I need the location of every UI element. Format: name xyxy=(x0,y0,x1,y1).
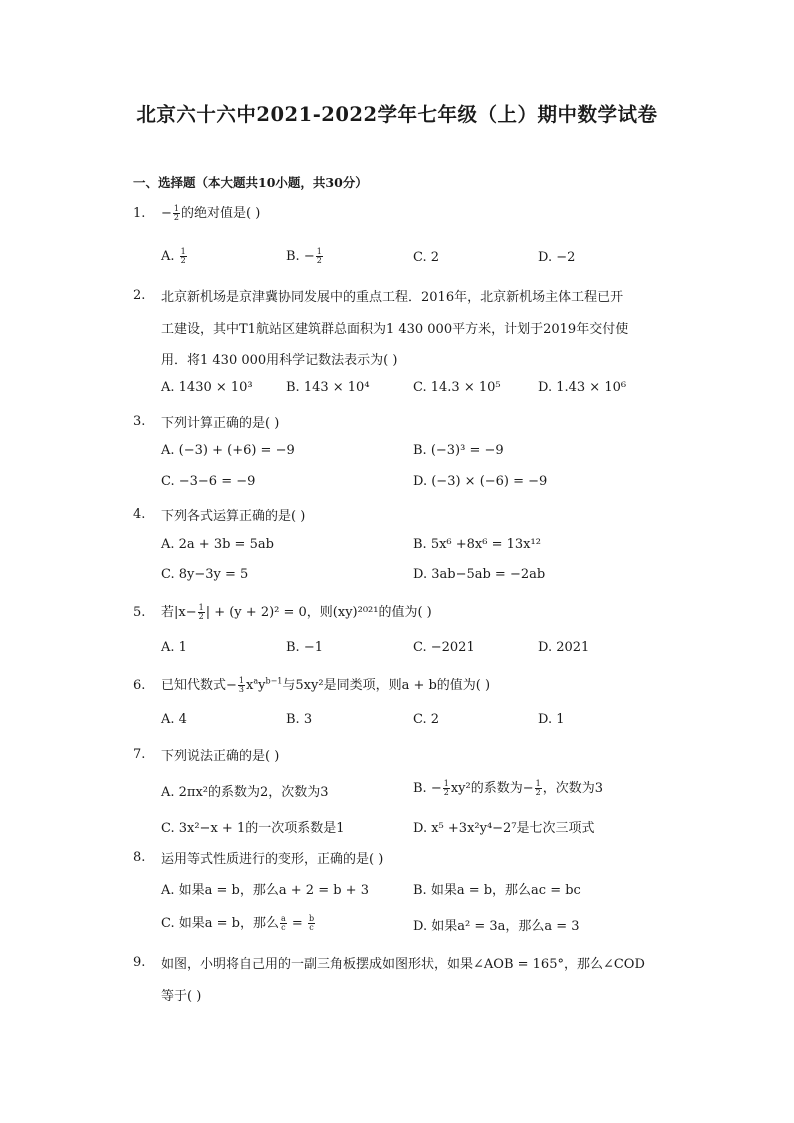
question-number: 5. xyxy=(133,605,146,620)
question-stem-line: 等于( ) xyxy=(161,989,202,1004)
option-a: A. (−3) + (+6) = −9 xyxy=(161,443,295,458)
option-c: C. 2 xyxy=(413,712,440,727)
question-number: 1. xyxy=(133,206,146,221)
option-b: B. (−3)³ = −9 xyxy=(413,443,504,458)
question-number: 8. xyxy=(133,850,146,865)
option-b: B. − $\frac{1}{2}$ xy²的系数为− $\frac{1}{2}$ ，次数为3 xyxy=(413,779,603,797)
option-a: A. 1430 × 10³ xyxy=(161,380,253,395)
question-stem: 若|x− $\frac{1}{2}$ | + (y + 2)² = 0，则(xy)²⁰²¹的值为( ) xyxy=(161,603,432,621)
option-c: C. 如果a = b，那么 $\frac{a}{c}$ = $\frac{b}{c}$ xyxy=(161,914,315,932)
question-number: 7. xyxy=(133,747,146,762)
option-c: C. −3−6 = −9 xyxy=(161,474,256,489)
question-number: 2. xyxy=(133,288,146,303)
question-stem-line: 如图，小明将自己用的一副三角板摆成如图形状，如果∠AOB = 165°，那么∠COD xyxy=(161,957,645,972)
option-b: B. 143 × 10⁴ xyxy=(286,380,370,395)
question-number: 9. xyxy=(133,955,146,970)
question-stem: 下列计算正确的是( ) xyxy=(161,416,280,431)
option-d: D. 3ab−5ab = −2ab xyxy=(413,567,546,582)
option-c: C. 8y−3y = 5 xyxy=(161,567,249,582)
question-stem: − $\frac{1}{2}$ 的绝对值是( ) xyxy=(161,204,261,222)
option-b: B. − $\frac{1}{2}$ xyxy=(286,247,322,265)
question-stem: 已知代数式− $\frac{1}{3}$ $x^ay^{b-1}$与5xy²是同类项，则a + b的值为( ) xyxy=(161,676,491,694)
option-d: D. −2 xyxy=(538,250,576,265)
option-a: A. 1 xyxy=(161,640,187,655)
option-d: D. 如果a² = 3a，那么a = 3 xyxy=(413,919,580,934)
option-d: D. 1.43 × 10⁶ xyxy=(538,380,627,395)
option-a: A. $\frac{1}{2}$ xyxy=(161,247,186,265)
option-b: B. 如果a = b，那么ac = bc xyxy=(413,883,581,898)
option-d: D. x⁵ +3x²y⁴−2⁷是七次三项式 xyxy=(413,821,595,836)
option-b: B. −1 xyxy=(286,640,323,655)
option-c: C. 2 xyxy=(413,250,440,265)
section-heading: 一、选择题（本大题共10小题，共30分） xyxy=(133,175,368,190)
option-c: C. −2021 xyxy=(413,640,475,655)
question-number: 6. xyxy=(133,678,146,693)
option-a: A. 2a + 3b = 5ab xyxy=(161,537,274,552)
question-stem: 下列说法正确的是( ) xyxy=(161,749,280,764)
page-title: 北京六十六中2021-2022学年七年级（上）期中数学试卷 xyxy=(136,103,658,126)
option-a: A. 2πx²的系数为2，次数为3 xyxy=(161,785,329,800)
option-c: C. 3x²−x + 1的一次项系数是1 xyxy=(161,821,345,836)
question-stem: 运用等式性质进行的变形，正确的是( ) xyxy=(161,852,384,867)
option-a: A. 如果a = b，那么a + 2 = b + 3 xyxy=(161,883,369,898)
option-b: B. 5x⁶ +8x⁶ = 13x¹² xyxy=(413,537,541,552)
option-a: A. 4 xyxy=(161,712,187,727)
question-stem-line: 工建设，其中T1航站区建筑群总面积为1 430 000平方米，计划于2019年交付使 xyxy=(161,322,629,337)
question-stem: 下列各式运算正确的是( ) xyxy=(161,509,306,524)
option-d: D. 1 xyxy=(538,712,565,727)
option-c: C. 14.3 × 10⁵ xyxy=(413,380,501,395)
question-number: 3. xyxy=(133,414,146,429)
fraction: $\frac{1}{2}$ xyxy=(173,204,179,222)
question-stem-line: 北京新机场是京津冀协同发展中的重点工程．2016年，北京新机场主体工程已开 xyxy=(161,290,624,305)
option-d: D. (−3) × (−6) = −9 xyxy=(413,474,548,489)
option-d: D. 2021 xyxy=(538,640,590,655)
question-stem-line: 用．将1 430 000用科学记数法表示为( ) xyxy=(161,353,398,368)
option-b: B. 3 xyxy=(286,712,313,727)
question-number: 4. xyxy=(133,507,146,522)
